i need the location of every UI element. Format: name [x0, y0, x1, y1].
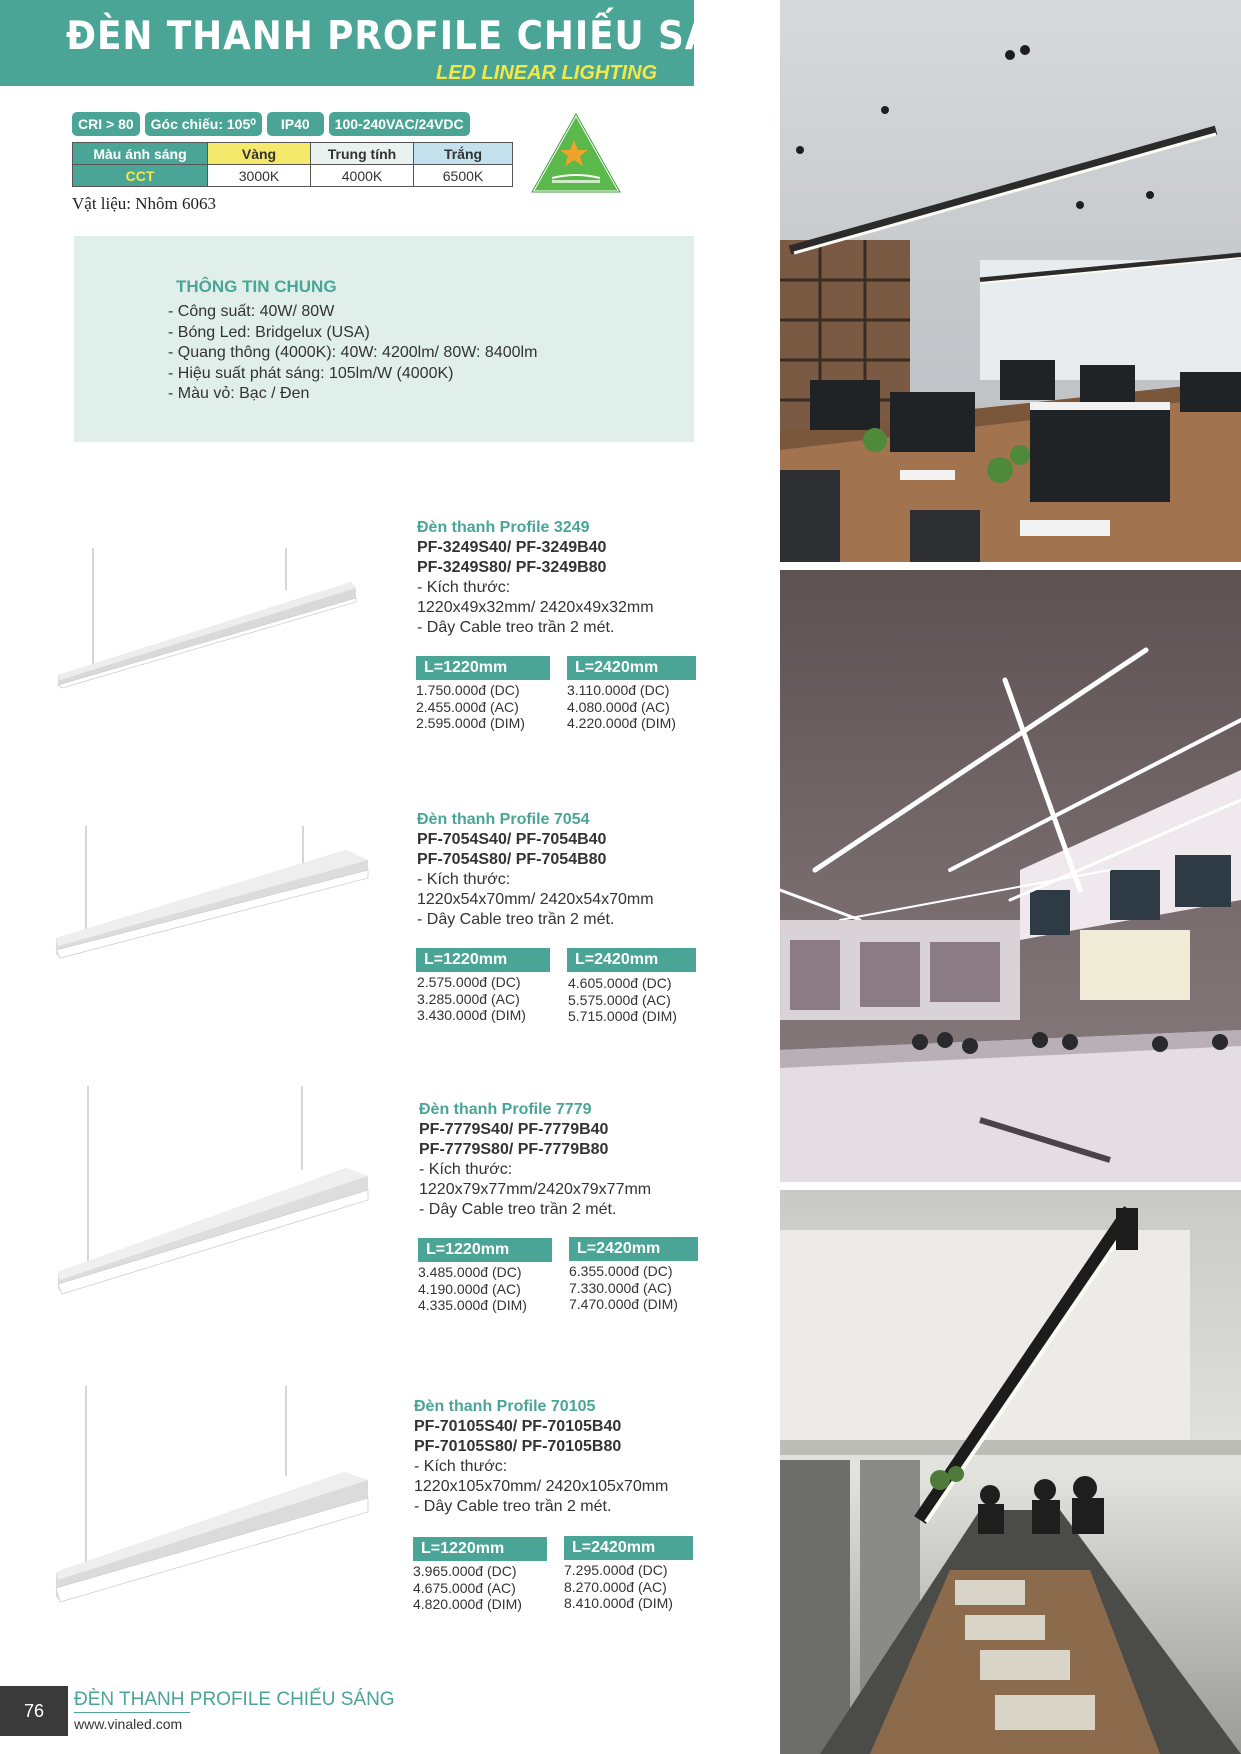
- table-header-warm: Vàng: [208, 143, 311, 165]
- general-info-box: [74, 236, 694, 442]
- price-header-long: L=2420mm: [569, 1237, 698, 1261]
- product-code: PF-70105S40/ PF-70105B40: [414, 1418, 622, 1435]
- product-3249-image: [46, 540, 372, 710]
- product-code: PF-7779S80/ PF-7779B80: [419, 1141, 609, 1158]
- product-cable: - Dây Cable treo trần 2 mét.: [417, 911, 615, 928]
- price-dc: 6.355.000đ (DC): [569, 1263, 673, 1279]
- product-name: Đèn thanh Profile 3249: [417, 519, 590, 536]
- product-code: PF-7054S80/ PF-7054B80: [417, 851, 607, 868]
- price-dc: 1.750.000đ (DC): [416, 682, 520, 698]
- spec-badges: [72, 112, 470, 136]
- list-item: - Quang thông (4000K): 40W: 4200lm/ 80W: 8400lm: [168, 344, 538, 361]
- price-ac: 2.455.000đ (AC): [416, 698, 519, 715]
- price-header-long: L=2420mm: [567, 656, 696, 680]
- page-header-band: [0, 0, 775, 86]
- price-dim: 3.430.000đ (DIM): [417, 1007, 526, 1023]
- product-size: 1220x54x70mm/ 2420x54x70mm: [417, 891, 654, 908]
- price-ac: 4.080.000đ (AC): [567, 698, 670, 715]
- material-text: Vật liệu: Nhôm 6063: [72, 194, 217, 213]
- price-list-short: [417, 974, 526, 1024]
- general-info-title: THÔNG TIN CHUNG: [176, 277, 337, 296]
- product-code: PF-7779S40/ PF-7779B40: [419, 1121, 609, 1138]
- badge-beam-angle: Góc chiếu: 105⁰: [145, 112, 262, 136]
- color-temperature-table: [72, 142, 513, 187]
- product-cable: - Dây Cable treo trần 2 mét.: [417, 619, 615, 636]
- product-7779-image: [46, 1080, 372, 1310]
- product-name: Đèn thanh Profile 70105: [414, 1398, 596, 1415]
- price-dim: 7.470.000đ (DIM): [569, 1296, 678, 1312]
- page-subtitle: LED LINEAR LIGHTING: [436, 62, 658, 84]
- product-code: PF-7054S40/ PF-7054B40: [417, 831, 607, 848]
- price-list-short: [418, 1264, 527, 1314]
- table-cell-cct-white: 6500K: [414, 165, 513, 187]
- price-ac: 3.285.000đ (AC): [417, 990, 520, 1007]
- office-photo: [780, 0, 1241, 562]
- product-size: 1220x79x77mm/2420x79x77mm: [419, 1181, 652, 1198]
- price-header-short: L=1220mm: [416, 656, 550, 680]
- product-70105-image: [46, 1380, 372, 1610]
- price-header-long: L=2420mm: [564, 1536, 693, 1560]
- page-number: 76: [0, 1686, 68, 1736]
- price-list-long: [567, 682, 676, 732]
- product-size-label: - Kích thước:: [414, 1458, 508, 1475]
- price-ac: 4.190.000đ (AC): [418, 1280, 521, 1297]
- price-list-long: [568, 975, 677, 1025]
- price-dc: 2.575.000đ (DC): [417, 974, 521, 990]
- product-size-label: - Kích thước:: [417, 871, 511, 888]
- product-size: 1220x49x32mm/ 2420x49x32mm: [417, 599, 654, 616]
- price-list-long: [564, 1562, 673, 1612]
- price-dc: 3.965.000đ (DC): [413, 1563, 517, 1579]
- table-row: [73, 143, 513, 165]
- price-dim: 4.335.000đ (DIM): [418, 1297, 527, 1313]
- showroom-photo: [780, 1190, 1241, 1754]
- product-size-label: - Kích thước:: [419, 1161, 513, 1178]
- list-item: - Hiệu suất phát sáng: 105lm/W (4000K): [168, 364, 454, 382]
- footer-divider: [74, 1712, 190, 1713]
- price-dc: 7.295.000đ (DC): [564, 1562, 668, 1578]
- price-header-short: L=1220mm: [418, 1238, 552, 1262]
- table-header-white: Trắng: [414, 143, 513, 165]
- product-size-label: - Kích thước:: [417, 579, 511, 596]
- product-name: Đèn thanh Profile 7779: [419, 1101, 592, 1118]
- price-ac: 7.330.000đ (AC): [569, 1279, 672, 1296]
- product-code: PF-3249S80/ PF-3249B80: [417, 559, 607, 576]
- table-row: [73, 165, 513, 187]
- footer-website: www.vinaled.com: [74, 1716, 183, 1732]
- price-dim: 8.410.000đ (DIM): [564, 1595, 673, 1611]
- price-dim: 5.715.000đ (DIM): [568, 1008, 677, 1024]
- table-label-color: Màu ánh sáng: [73, 143, 208, 165]
- price-dim: 2.595.000đ (DIM): [416, 715, 525, 731]
- page-title: ĐÈN THANH PROFILE CHIẾU SÁNG: [66, 14, 775, 59]
- price-header-short: L=1220mm: [416, 948, 550, 972]
- footer-title: ĐÈN THANH PROFILE CHIẾU SÁNG: [74, 1689, 395, 1710]
- table-cell-cct-neutral: 4000K: [311, 165, 414, 187]
- price-header-long: L=2420mm: [567, 948, 696, 972]
- product-cable: - Dây Cable treo trần 2 mét.: [419, 1201, 617, 1218]
- price-dc: 3.485.000đ (DC): [418, 1264, 522, 1280]
- list-item: - Công suất: 40W/ 80W: [168, 303, 335, 320]
- product-7054-image: [46, 820, 372, 990]
- badge-ip: IP40: [267, 112, 324, 136]
- price-list-long: [569, 1263, 678, 1313]
- badge-cri: CRI > 80: [72, 112, 140, 136]
- price-list-short: [416, 682, 525, 732]
- price-dim: 4.820.000đ (DIM): [413, 1596, 522, 1612]
- table-cell-cct-warm: 3000K: [208, 165, 311, 187]
- price-header-short: L=1220mm: [413, 1537, 547, 1561]
- product-code: PF-3249S40/ PF-3249B40: [417, 539, 607, 556]
- product-size: 1220x105x70mm/ 2420x105x70mm: [414, 1478, 669, 1495]
- table-header-neutral: Trung tính: [311, 143, 414, 165]
- price-list-short: [413, 1563, 522, 1613]
- product-code: PF-70105S80/ PF-70105B80: [414, 1438, 622, 1455]
- library-photo: [780, 570, 1241, 1182]
- product-cable: - Dây Cable treo trần 2 mét.: [414, 1498, 612, 1515]
- price-dc: 3.110.000đ (DC): [567, 682, 670, 698]
- general-info-list: [168, 302, 537, 405]
- price-dim: 4.220.000đ (DIM): [567, 715, 676, 731]
- price-dc: 4.605.000đ (DC): [568, 975, 672, 991]
- price-ac: 5.575.000đ (AC): [568, 991, 671, 1008]
- price-ac: 8.270.000đ (AC): [564, 1578, 667, 1595]
- badge-voltage: 100-240VAC/24VDC: [329, 112, 470, 136]
- price-ac: 4.675.000đ (AC): [413, 1579, 516, 1596]
- list-item: - Màu vỏ: Bạc / Đen: [168, 385, 310, 402]
- table-label-cct: CCT: [73, 165, 208, 187]
- list-item: - Bóng Led: Bridgelux (USA): [168, 323, 370, 341]
- energy-saving-logo: [530, 112, 622, 196]
- product-name: Đèn thanh Profile 7054: [417, 811, 590, 828]
